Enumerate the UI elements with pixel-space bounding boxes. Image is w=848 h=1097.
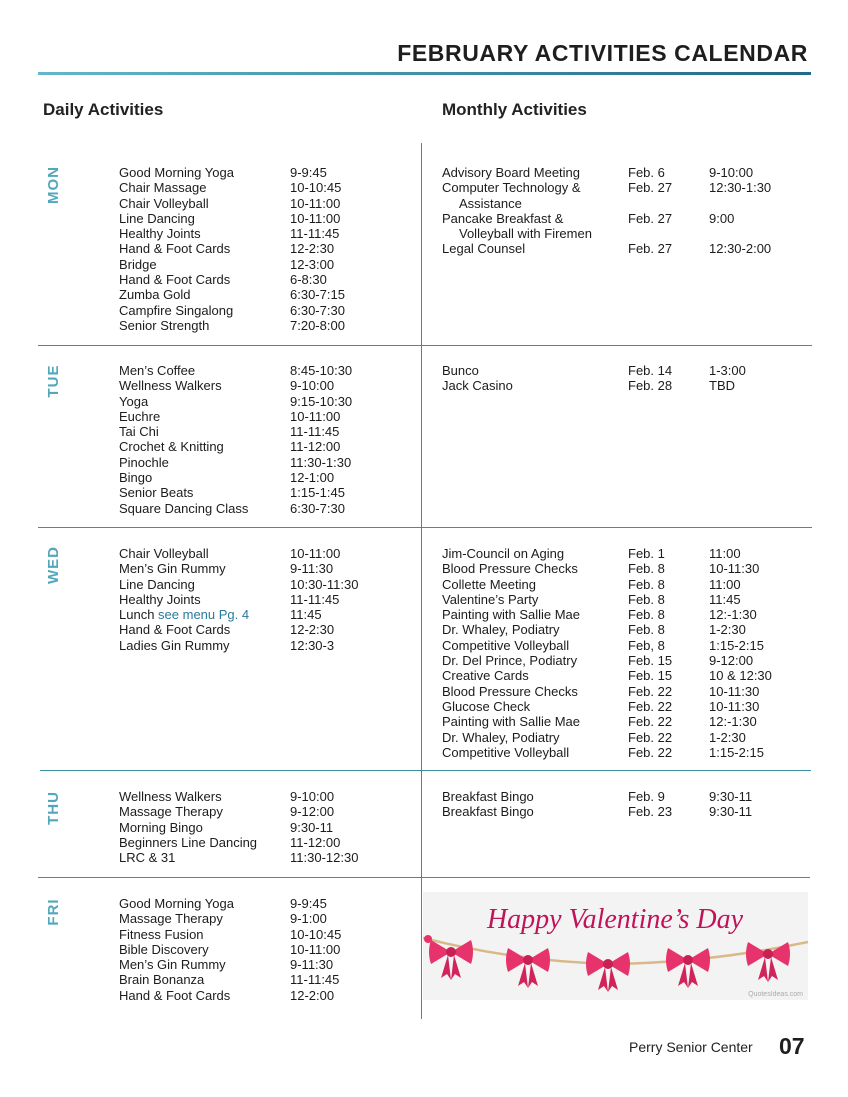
day-label-wed: WED <box>45 546 62 584</box>
list-item: Legal Counsel Feb. 27 12:30-2:00 <box>442 241 772 257</box>
see-menu-link[interactable]: see menu Pg. 4 <box>158 607 250 623</box>
list-item: Competitive Volleyball Feb. 22 1:15-2:15 <box>442 744 764 760</box>
list-item: Chair Volleyball 10-11:00 <box>119 195 341 211</box>
list-item: Brain Bonanza 11-11:45 <box>119 972 340 988</box>
list-item: Hand & Foot Cards 12-2:30 <box>119 622 335 638</box>
thursday-monthly-list <box>442 789 752 820</box>
list-item: Beginners Line Dancing 11-12:00 <box>119 834 341 850</box>
day-label-fri: FRI <box>45 898 62 926</box>
row-divider-tue-wed <box>38 527 812 528</box>
column-divider <box>421 143 422 1019</box>
title-rule <box>38 72 811 75</box>
list-item: Good Morning Yoga 9-9:45 <box>119 896 327 911</box>
list-item: Wellness Walkers 9-10:00 <box>119 378 335 394</box>
list-item: Assistance <box>459 195 522 211</box>
list-item: Dr. Del Prince, Podiatry Feb. 15 9-12:00 <box>442 653 754 669</box>
list-item: Square Dancing Class 6:30-7:30 <box>119 500 345 516</box>
list-item: Ladies Gin Rummy 12:30-3 <box>119 637 335 653</box>
bow-icon <box>746 942 790 982</box>
monday-monthly-list <box>442 165 771 257</box>
list-item: Morning Bingo 9:30-11 <box>119 819 334 835</box>
wednesday-monthly-list <box>442 546 772 760</box>
thursday-daily-list <box>119 789 358 865</box>
valentine-banner-art <box>423 892 808 1000</box>
list-item: Collette Meeting Feb. 8 11:00 <box>442 576 741 592</box>
list-item: Chair Massage 10-10:45 <box>119 180 342 196</box>
list-item: Crochet & Knitting 11-12:00 <box>119 439 341 455</box>
list-item: Massage Therapy 9-12:00 <box>119 804 335 820</box>
list-item: Pinochle 11:30-1:30 <box>119 454 352 470</box>
list-item: Blood Pressure Checks Feb. 8 10-11:30 <box>442 561 760 577</box>
list-item: Massage Therapy 9-1:00 <box>119 911 327 927</box>
list-item: Dr. Whaley, Podiatry Feb. 8 1-2:30 <box>442 622 746 638</box>
list-item: Volleyball with Firemen <box>459 226 592 242</box>
list-item: Pancake Breakfast & Feb. 27 9:00 <box>442 210 735 226</box>
list-item: Hand & Foot Cards 12-2:00 <box>119 987 335 1003</box>
valentine-banner <box>423 892 808 1000</box>
bow-icon <box>506 948 550 988</box>
wednesday-daily-list <box>119 546 358 653</box>
list-item: Euchre 10-11:00 <box>119 408 341 424</box>
monday-daily-list <box>119 165 345 333</box>
page-title: FEBRUARY ACTIVITIES CALENDAR <box>397 40 808 66</box>
list-item: Blood Pressure Checks Feb. 22 10-11:30 <box>442 683 760 699</box>
bow-icon <box>429 940 473 980</box>
list-item: Campfire Singalong 6:30-7:30 <box>119 302 345 318</box>
banner-watermark: QuotesIdeas.com <box>748 991 803 998</box>
list-item: Senior Strength 7:20-8:00 <box>119 317 345 333</box>
list-item: Line Dancing 10-11:00 <box>119 210 341 226</box>
list-item: Glucose Check Feb. 22 10-11:30 <box>442 698 760 714</box>
list-item: Good Morning Yoga 9-9:45 <box>119 165 327 180</box>
valentine-banner-text: Happy Valentine’s Day <box>486 904 744 935</box>
row-divider-thu-fri <box>38 877 810 878</box>
list-item: Zumba Gold 6:30-7:15 <box>119 287 345 303</box>
day-label-mon: MON <box>45 166 62 204</box>
list-item: Healthy Joints 11-11:45 <box>119 226 340 242</box>
list-item: Fitness Fusion 10-10:45 <box>119 926 342 942</box>
list-item: Jack Casino Feb. 28 TBD <box>442 378 735 394</box>
daily-activities-heading: Daily Activities <box>43 100 164 119</box>
list-item: Senior Beats 1:15-1:45 <box>119 485 345 501</box>
list-item: Line Dancing 10:30-11:30 <box>119 576 359 592</box>
list-item: Hand & Foot Cards 6-8:30 <box>119 272 327 288</box>
friday-daily-list <box>119 896 341 1003</box>
list-item: Bunco Feb. 14 1-3:00 <box>442 363 746 378</box>
list-item: Lunch see menu Pg. 4 11:45 <box>119 607 322 623</box>
monthly-activities-heading: Monthly Activities <box>442 100 587 119</box>
lunch-label: Lunch <box>119 607 155 623</box>
list-item: Advisory Board Meeting Feb. 6 9-10:00 <box>442 165 754 180</box>
list-item: LRC & 31 11:30-12:30 <box>119 850 359 866</box>
bow-icon <box>666 948 710 988</box>
list-item: Breakfast Bingo Feb. 9 9:30-11 <box>442 789 753 804</box>
list-item: Bingo 12-1:00 <box>119 470 335 486</box>
row-divider-mon-tue <box>38 345 812 346</box>
list-item: Computer Technology & Feb. 27 12:30-1:30 <box>442 180 772 196</box>
row-divider-wed-thu <box>40 770 811 771</box>
list-item: Chair Volleyball 10-11:00 <box>119 546 341 561</box>
list-item: Competitive Volleyball Feb, 8 1:15-2:15 <box>442 637 764 653</box>
page-number: 07 <box>779 1033 805 1059</box>
list-item: Breakfast Bingo Feb. 23 9:30-11 <box>442 804 753 820</box>
list-item: Hand & Foot Cards 12-2:30 <box>119 241 335 257</box>
list-item: Men’s Coffee 8:45-10:30 <box>119 363 353 378</box>
footer-center-name: Perry Senior Center <box>629 1039 753 1055</box>
day-label-tue: TUE <box>45 364 62 398</box>
list-item: Healthy Joints 11-11:45 <box>119 591 340 607</box>
list-item: Bridge 12-3:00 <box>119 256 335 272</box>
list-item: Painting with Sallie Mae Feb. 8 12:-1:30 <box>442 607 757 623</box>
list-item: Men’s Gin Rummy 9-11:30 <box>119 561 334 577</box>
list-item: Creative Cards Feb. 15 10 & 12:30 <box>442 668 772 684</box>
list-item: Dr. Whaley, Podiatry Feb. 22 1-2:30 <box>442 729 746 745</box>
list-item: Wellness Walkers 9-10:00 <box>119 789 335 804</box>
list-item: Yoga 9:15-10:30 <box>119 393 353 409</box>
tuesday-daily-list <box>119 363 352 516</box>
list-item: Valentine’s Party Feb. 8 11:45 <box>442 591 741 607</box>
day-label-thu: THU <box>45 791 62 825</box>
list-item: Jim-Council on Aging Feb. 1 11:00 <box>442 546 741 561</box>
list-item: Painting with Sallie Mae Feb. 22 12:-1:30 <box>442 714 757 730</box>
list-item: Bible Discovery 10-11:00 <box>119 941 341 957</box>
list-item: Men’s Gin Rummy 9-11:30 <box>119 957 334 973</box>
list-item: Tai Chi 11-11:45 <box>119 424 340 440</box>
tuesday-monthly-list <box>442 363 746 394</box>
bow-icon <box>586 952 630 992</box>
